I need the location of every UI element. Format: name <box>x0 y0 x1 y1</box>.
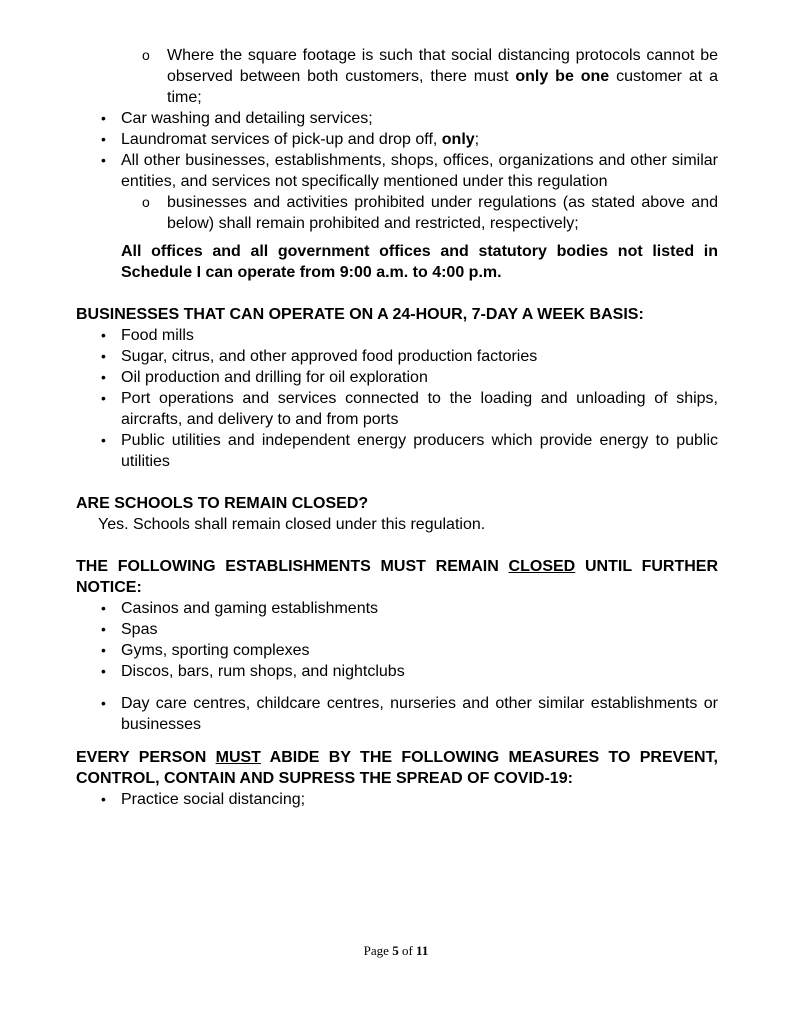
list-item: • Spas <box>101 621 158 638</box>
list-item: • Sugar, citrus, and other approved food production factories <box>101 348 538 365</box>
bullet-icon: • <box>101 695 106 711</box>
list-item: • Laundromat services of pick-up and drop off, only; <box>101 131 480 148</box>
bullet-icon: • <box>101 152 106 168</box>
schools-answer: Yes. Schools shall remain closed under this regulation. <box>98 516 486 533</box>
list-item: • Practice social distancing; <box>101 791 306 808</box>
list-item: • Casinos and gaming establishments <box>101 600 379 617</box>
must-emphasis: MUST <box>215 749 261 766</box>
section-heading-closed: THE FOLLOWING ESTABLISHMENTS MUST REMAIN CLOSED UNTIL FURTHER NOTICE: <box>76 558 719 596</box>
bullet-icon: • <box>101 600 106 616</box>
bullet-icon: • <box>101 348 106 364</box>
bullet-icon: • <box>101 390 106 406</box>
offices-note: All offices and all government offices and statutory bodies not listed in Schedule I can operate from 9:00 a.m. to 4:00 p.m. <box>121 243 718 281</box>
bullet-icon: • <box>101 369 106 385</box>
bullet-icon: • <box>101 791 106 807</box>
list-item: o Where the square footage is such that social distancing protocols cannot be observed between both customers, there must only be one customer at a time; <box>142 47 719 106</box>
bullet-icon: • <box>101 131 106 147</box>
bullet-icon: • <box>101 432 106 448</box>
closed-emphasis: CLOSED <box>508 558 576 575</box>
bullet-icon: • <box>101 110 106 126</box>
list-24h <box>76 325 718 472</box>
daycare-list <box>76 693 718 735</box>
page-footer: Page 5 of 11 <box>363 943 429 958</box>
bullet-icon: • <box>101 621 106 637</box>
document-page <box>76 45 718 810</box>
list-item: • Public utilities and independent energy producers which provide energy to public utilities <box>101 432 718 470</box>
bullet-icon: • <box>101 642 106 658</box>
sub-bullet-icon: o <box>142 47 150 63</box>
list-item: • Discos, bars, rum shops, and nightclubs <box>101 663 405 680</box>
list-item: • Day care centres, childcare centres, nurseries and other similar establishments or businesses <box>101 695 718 733</box>
sub-bullet-icon: o <box>142 194 150 210</box>
list-closed <box>76 598 718 682</box>
list-item: o businesses and activities prohibited under regulations (as stated above and below) shall remain prohibited and restricted, respectively; <box>142 194 718 232</box>
bullet-icon: • <box>101 327 106 343</box>
list-item: • Gyms, sporting complexes <box>101 642 310 659</box>
section-heading-measures: EVERY PERSON MUST ABIDE BY THE FOLLOWING MEASURES TO PREVENT, CONTROL, CONTAIN AND SUPRESS THE SPREAD OF COVID-19: <box>76 749 718 787</box>
list-item: • Oil production and drilling for oil exploration <box>101 369 428 386</box>
list-item: • Car washing and detailing services; <box>101 110 373 127</box>
list-item: • All other businesses, establishments, shops, offices, organizations and other similar entities, and services not specifically mentioned under this regulation <box>101 152 718 190</box>
list-item: • Port operations and services connected to the loading and unloading of ships, aircrafts, and delivery to and from ports <box>101 390 718 428</box>
intro-list <box>76 45 718 234</box>
list-measures <box>76 789 718 810</box>
section-heading-24h: BUSINESSES THAT CAN OPERATE ON A 24-HOUR, 7-DAY A WEEK BASIS: <box>76 306 644 323</box>
list-item: • Food mills <box>101 327 194 344</box>
section-heading-schools: ARE SCHOOLS TO REMAIN CLOSED? <box>76 495 369 512</box>
bullet-icon: • <box>101 663 106 679</box>
